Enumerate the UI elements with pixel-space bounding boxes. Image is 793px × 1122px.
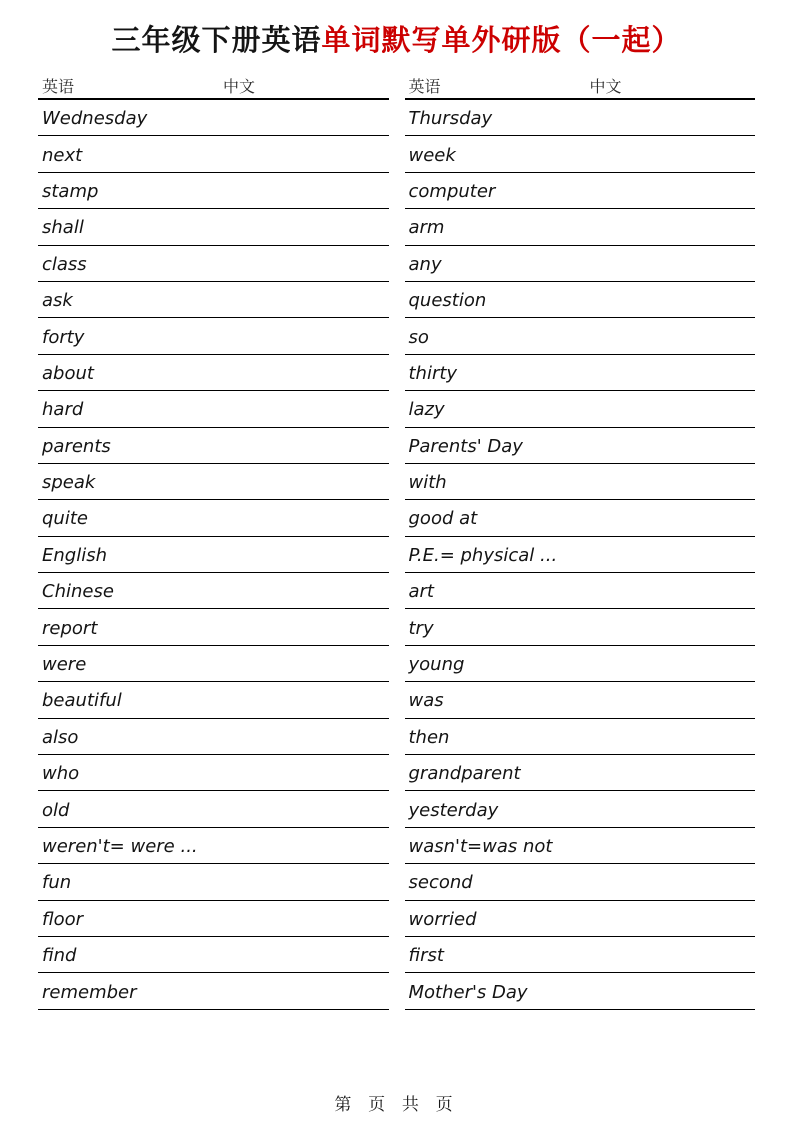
english-word: art	[408, 581, 434, 603]
english-word: P.E.= physical ...	[408, 544, 558, 566]
header-chinese-label: 中文	[589, 79, 622, 96]
vocab-column-left	[38, 70, 389, 1010]
english-word: week	[408, 144, 456, 166]
english-word: report	[42, 617, 98, 639]
vocab-row	[405, 173, 756, 209]
english-word: try	[408, 617, 434, 639]
english-word: was	[408, 690, 444, 712]
vocab-row	[38, 500, 389, 536]
english-word: wasn't=was not	[408, 836, 553, 857]
vocab-rows-right	[405, 100, 756, 1010]
vocab-row	[405, 391, 756, 427]
page-title-red: 单词默写单外研版（一起）	[321, 25, 682, 57]
vocab-row	[405, 791, 756, 827]
vocab-row	[38, 573, 389, 609]
vocab-row	[38, 719, 389, 755]
vocab-row	[405, 500, 756, 536]
header-chinese-label: 中文	[223, 79, 256, 96]
english-word: next	[42, 144, 83, 166]
vocab-row	[38, 682, 389, 718]
english-word: question	[408, 290, 487, 312]
english-word: fun	[42, 872, 72, 894]
english-word: Wednesday	[42, 108, 148, 130]
vocab-row	[405, 864, 756, 900]
vocab-row	[405, 318, 756, 354]
english-word: second	[408, 872, 473, 894]
vocab-rows-left	[38, 100, 389, 1010]
english-word: were	[42, 654, 87, 676]
english-word: thirty	[408, 362, 458, 384]
vocab-row	[405, 355, 756, 391]
vocab-row	[405, 537, 756, 573]
column-header	[405, 70, 756, 100]
vocab-row	[405, 573, 756, 609]
vocab-row	[38, 464, 389, 500]
vocab-row	[405, 609, 756, 645]
vocab-row	[38, 937, 389, 973]
vocab-columns	[38, 70, 755, 1010]
english-word: ask	[42, 290, 73, 312]
page-title	[0, 24, 793, 58]
vocab-row	[405, 682, 756, 718]
vocab-row	[405, 282, 756, 318]
vocab-row	[38, 318, 389, 354]
english-word: who	[42, 763, 80, 785]
english-word: Mother's Day	[408, 981, 528, 1003]
vocab-row	[38, 646, 389, 682]
vocab-row	[38, 355, 389, 391]
english-word: stamp	[42, 180, 99, 202]
english-word: beautiful	[42, 690, 122, 712]
vocab-row	[38, 246, 389, 282]
english-word: with	[408, 472, 447, 494]
english-word: hard	[42, 399, 84, 421]
english-word: so	[408, 326, 429, 348]
english-word: weren't= were ...	[42, 836, 198, 857]
vocab-row	[38, 755, 389, 791]
vocab-row	[405, 646, 756, 682]
vocab-row	[38, 973, 389, 1009]
english-word: English	[42, 544, 107, 566]
vocab-row	[38, 173, 389, 209]
english-word: Thursday	[408, 108, 493, 130]
english-word: lazy	[408, 399, 445, 421]
english-word: remember	[42, 981, 137, 1003]
vocab-row	[38, 136, 389, 172]
english-word: young	[408, 654, 465, 676]
english-word: then	[408, 726, 450, 748]
vocab-row	[38, 282, 389, 318]
vocab-row	[38, 609, 389, 645]
page-title-black: 三年级下册英语	[111, 25, 322, 57]
english-word: shall	[42, 217, 84, 239]
vocab-row	[38, 391, 389, 427]
column-header	[38, 70, 389, 100]
vocab-row	[405, 719, 756, 755]
vocab-row	[405, 973, 756, 1009]
vocab-row	[405, 828, 756, 864]
vocab-column-right	[405, 70, 756, 1010]
english-word: parents	[42, 435, 111, 457]
vocab-row	[38, 864, 389, 900]
vocab-row	[38, 828, 389, 864]
english-word: also	[42, 726, 79, 748]
vocab-row	[38, 428, 389, 464]
vocab-row	[405, 901, 756, 937]
english-word: first	[408, 945, 444, 967]
vocab-row	[405, 428, 756, 464]
english-word: worried	[408, 908, 477, 930]
english-word: forty	[42, 326, 85, 348]
english-word: floor	[42, 908, 84, 930]
english-word: class	[42, 253, 87, 275]
header-english-label: 英语	[42, 79, 75, 96]
english-word: yesterday	[408, 799, 499, 821]
english-word: grandparent	[408, 763, 521, 785]
english-word: Parents' Day	[408, 435, 523, 457]
vocab-row	[38, 791, 389, 827]
english-word: computer	[408, 180, 496, 202]
vocab-row	[405, 464, 756, 500]
english-word: arm	[408, 217, 445, 239]
vocab-row	[405, 136, 756, 172]
page-footer: 第 页 共 页	[334, 1095, 459, 1114]
english-word: quite	[42, 508, 88, 530]
vocab-row	[405, 246, 756, 282]
english-word: speak	[42, 472, 96, 494]
english-word: Chinese	[42, 581, 114, 603]
english-word: old	[42, 799, 70, 821]
vocab-row	[405, 755, 756, 791]
english-word: about	[42, 362, 94, 384]
vocab-row	[38, 537, 389, 573]
english-word: any	[408, 253, 442, 275]
vocab-row	[38, 901, 389, 937]
vocab-row	[405, 937, 756, 973]
vocab-row	[38, 100, 389, 136]
vocab-row	[405, 100, 756, 136]
vocab-row	[38, 209, 389, 245]
vocab-row	[405, 209, 756, 245]
english-word: good at	[408, 508, 478, 530]
header-english-label: 英语	[408, 79, 441, 96]
english-word: find	[42, 945, 77, 967]
